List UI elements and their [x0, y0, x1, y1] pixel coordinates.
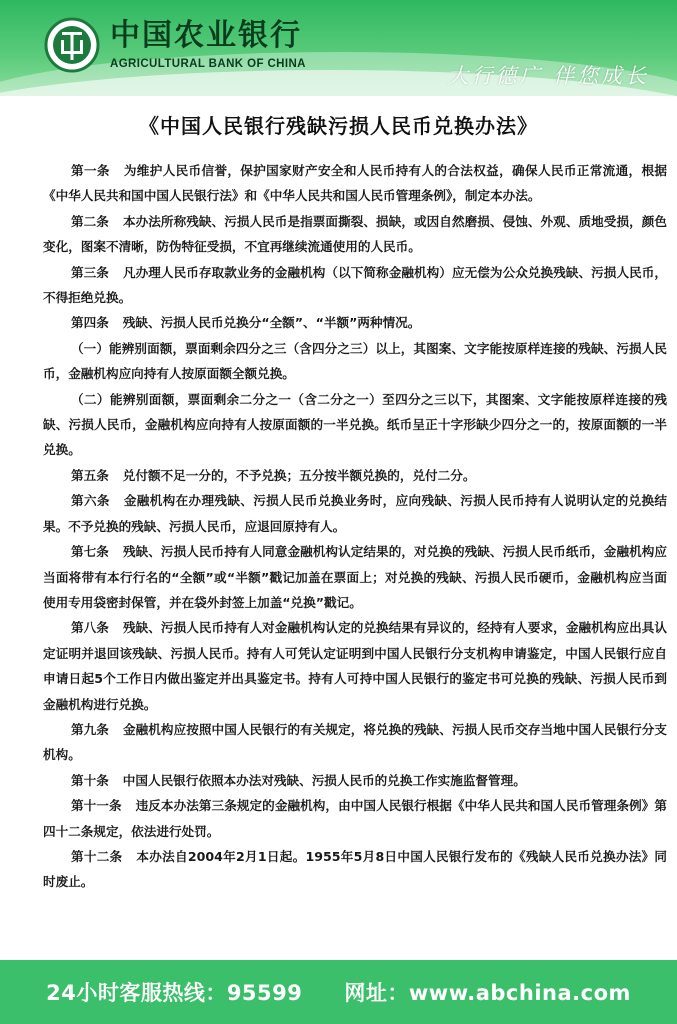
article-paragraph: [43, 387, 667, 463]
article-text: 残缺、污损人民币持有人对金融机构认定的兑换结果有异议的，经持有人要求，金融机构应出具认定证明并退回该残缺、污损人民币。持有人可凭认定证明到中国人民银行分支机构申请鉴定，中国人民银行应自申请日起5个工作日内做出鉴定并出具鉴定书。持有人可持中国人民银行的鉴定书可兑换的残缺、污损人民币到金融机构进行兑换。: [43, 620, 668, 712]
footer-contact: [0, 960, 677, 1024]
article-number: 第二条: [71, 213, 109, 229]
article-number: 第七条: [71, 544, 109, 560]
website-link[interactable]: 网址：www.abchina.com: [344, 981, 631, 1005]
article-text: 本办法自2004年2月1日起。1955年5月8日中国人民银行发布的《残缺人民币兑换办法》同时废止。: [43, 848, 668, 890]
article-paragraph: [43, 615, 667, 717]
article-text: 中国人民银行依照本办法对残缺、污损人民币的兑换工作实施监督管理。: [122, 772, 526, 788]
article-text: （一）能辨别面额，票面剩余四分之三（含四分之三）以上，其图案、文字能按原样连接的残缺、污损人民币，金融机构应向持有人按原面额全额兑换。: [43, 340, 667, 382]
article-paragraph: [43, 488, 667, 539]
article-number: 第十条: [71, 772, 109, 788]
brand-slogan: 大行德广 伴您成长: [447, 64, 649, 88]
document-title: 《中国人民银行残缺污损人民币兑换办法》: [139, 114, 538, 138]
article-number: 第三条: [71, 264, 109, 280]
article-number: 第五条: [71, 467, 109, 483]
article-text: 残缺、污损人民币持有人同意金融机构认定结果的，对兑换的残缺、污损人民币纸币，金融机构应当面将带有本行行名的“全额”或“半额”戳记加盖在票面上；对兑换的残缺、污损人民币硬币，金融机构应当面使用专用袋密封保管，并在袋外封签上加盖“兑换”戳记。: [43, 544, 668, 610]
article-paragraph: [43, 310, 667, 335]
header-banner: [0, 0, 677, 96]
article-text: 违反本办法第三条规定的金融机构，由中国人民银行根据《中华人民共和国人民币管理条例》第四十二条规定，依法进行处罚。: [43, 798, 668, 839]
article-number: 第四条: [71, 315, 109, 331]
article-paragraph: [43, 768, 667, 793]
article-paragraph: [43, 158, 667, 209]
article-number: 第十一条: [71, 798, 122, 814]
article-text: 本办法所称残缺、污损人民币是指票面撕裂、损缺，或因自然磨损、侵蚀、外观、质地受损，颜色变化，图案不清晰，防伪特征受损，不宜再继续流通使用的人民币。: [43, 213, 668, 255]
article-paragraph: [43, 463, 667, 488]
document-body: [43, 158, 667, 895]
brand-name-english: AGRICULTURAL BANK OF CHINA: [110, 58, 306, 70]
hotline-text: 24小时客服热线：95599: [46, 981, 303, 1005]
article-number: 第六条: [71, 493, 110, 509]
article-number: 第八条: [71, 620, 109, 636]
article-text: 金融机构应按照中国人民银行的有关规定，将兑换的残缺、污损人民币交存当地中国人民银行分支机构。: [43, 721, 668, 763]
abc-logo-icon: [44, 17, 100, 73]
article-paragraph: [43, 844, 667, 895]
article-paragraph: [43, 539, 667, 615]
brand-name-chinese: 中国农业银行: [110, 18, 302, 53]
article-text: 为维护人民币信誉，保护国家财产安全和人民币持有人的合法权益，确保人民币正常流通，根据《中华人民共和国中国人民银行法》和《中华人民共和国人民币管理条例》，制定本办法。: [43, 163, 668, 204]
article-text: 残缺、污损人民币兑换分“全额”、“半额”两种情况。: [122, 315, 421, 331]
article-paragraph: [43, 793, 667, 844]
article-paragraph: [43, 209, 667, 260]
article-number: 第九条: [71, 721, 109, 737]
article-number: 第一条: [71, 163, 110, 178]
article-text: 凡办理人民币存取款业务的金融机构（以下简称金融机构）应无偿为公众兑换残缺、污损人民币，不得拒绝兑换。: [43, 264, 668, 306]
article-text: 兑付额不足一分的，不予兑换；五分按半额兑换的，兑付二分。: [122, 467, 476, 483]
article-text: 金融机构在办理残缺、污损人民币兑换业务时，应向残缺、污损人民币持有人说明认定的兑换结果。不予兑换的残缺、污损人民币，应退回原持有人。: [43, 493, 668, 534]
article-text: （二）能辨别面额，票面剩余二分之一（含二分之一）至四分之三以下，其图案、文字能按原样连接的残缺、污损人民币，金融机构应向持有人按原面额的一半兑换。纸币呈正十字形缺少四分之一的，按原面额的一半兑换。: [43, 391, 667, 458]
article-paragraph: [43, 336, 667, 387]
article-paragraph: [43, 717, 667, 768]
footer-banner: [0, 960, 677, 1024]
article-paragraph: [43, 260, 667, 311]
article-number: 第十二条: [71, 848, 123, 864]
